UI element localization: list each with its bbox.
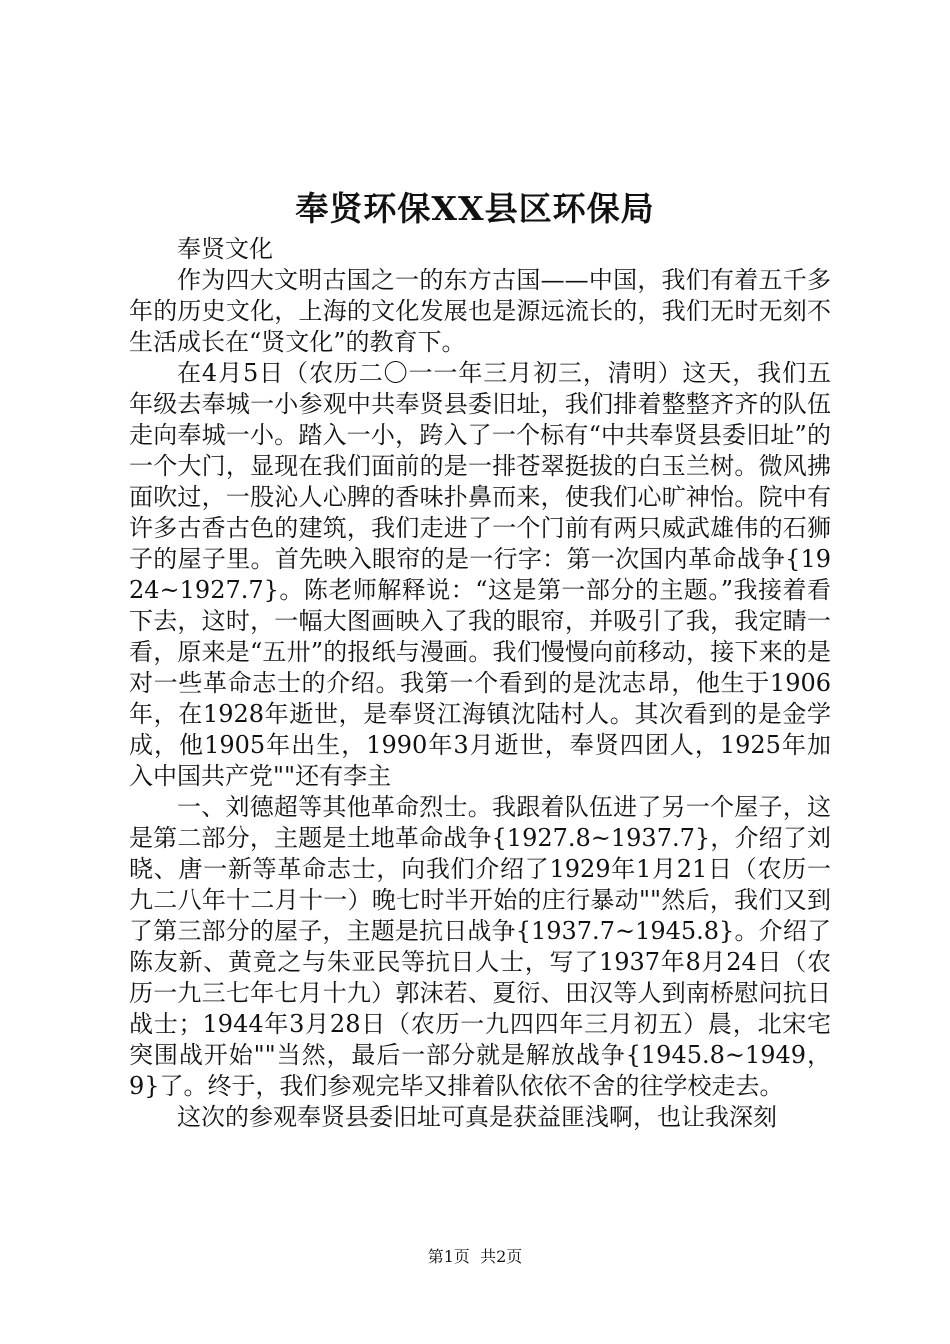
page-number-total: 共2页 <box>480 1247 523 1266</box>
page-footer <box>0 1246 950 1268</box>
document-title: 奉贤环保XX县区环保局 <box>295 189 655 228</box>
paragraph-conclusion: 这次的参观奉贤县委旧址可真是获益匪浅啊，也让我深刻 <box>177 1103 777 1131</box>
footer-separator <box>470 1247 480 1266</box>
paragraph-intro: 作为四大文明古国之一的东方古国——中国，我们有着五千多年的历史文化，上海的文化发展也是源远流长的，我们无时无刻不生活成长在“贤文化”的教育下。 <box>129 266 831 356</box>
page-number-current: 第1页 <box>427 1247 470 1266</box>
paragraph-heading: 奉贤文化 <box>177 235 273 263</box>
paragraph-visit: 在4月5日（农历二〇一一年三月初三，清明）这天，我们五年级去奉城一小参观中共奉贤县委旧址，我们排着整整齐齐的队伍走向奉城一小。踏入一小，跨入了一个标有“中共奉贤县委旧址”的一个大门，显现在我们面前的是一排苍翠挺拔的白玉兰树。微风拂面吹过，一股沁人心脾的香味扑鼻而来，使我们心旷神怡。院中有许多古香古色的建筑，我们走进了一个门前有两只威武雄伟的石狮子的屋子里。首先映入眼帘的是一行字：第一次国内革命战争{1924~1927.7}。陈老师解释说：“这是第一部分的主题。”我接着看下去，这时，一幅大图画映入了我的眼帘，并吸引了我，我定睛一看，原来是“五卅”的报纸与漫画。我们慢慢向前移动，接下来的是对一些革命志士的介绍。我第一个看到的是沈志昂，他生于1906年，在1928年逝世，是奉贤江海镇沈陆村人。其次看到的是金学成，他1905年出生，1990年3月逝世，奉贤四团人，1925年加入中国共产党""还有李主 <box>129 359 831 790</box>
paragraph-martyrs: 一、刘德超等其他革命烈士。我跟着队伍进了另一个屋子，这是第二部分，主题是土地革命战争{1927.8~1937.7}，介绍了刘晓、唐一新等革命志士，向我们介绍了1929年1月21日（农历一九二八年十二月十一）晚七时半开始的庄行暴动""然后，我们又到了第三部分的屋子，主题是抗日战争{1937.7~1945.8}。介绍了陈友新、黄竟之与朱亚民等抗日人士，写了1937年8月24日（农历一九三七年七月十九）郭沫若、夏衍、田汉等人到南桥慰问抗日战士；1944年3月28日（农历一九四四年三月初五）晨，北宋宅突围战开始""当然，最后一部分就是解放战争{1945.8~1949，9}了。终于，我们参观完毕又排着队依依不舍的往学校走去。 <box>129 793 831 1100</box>
document-body <box>129 234 831 1133</box>
